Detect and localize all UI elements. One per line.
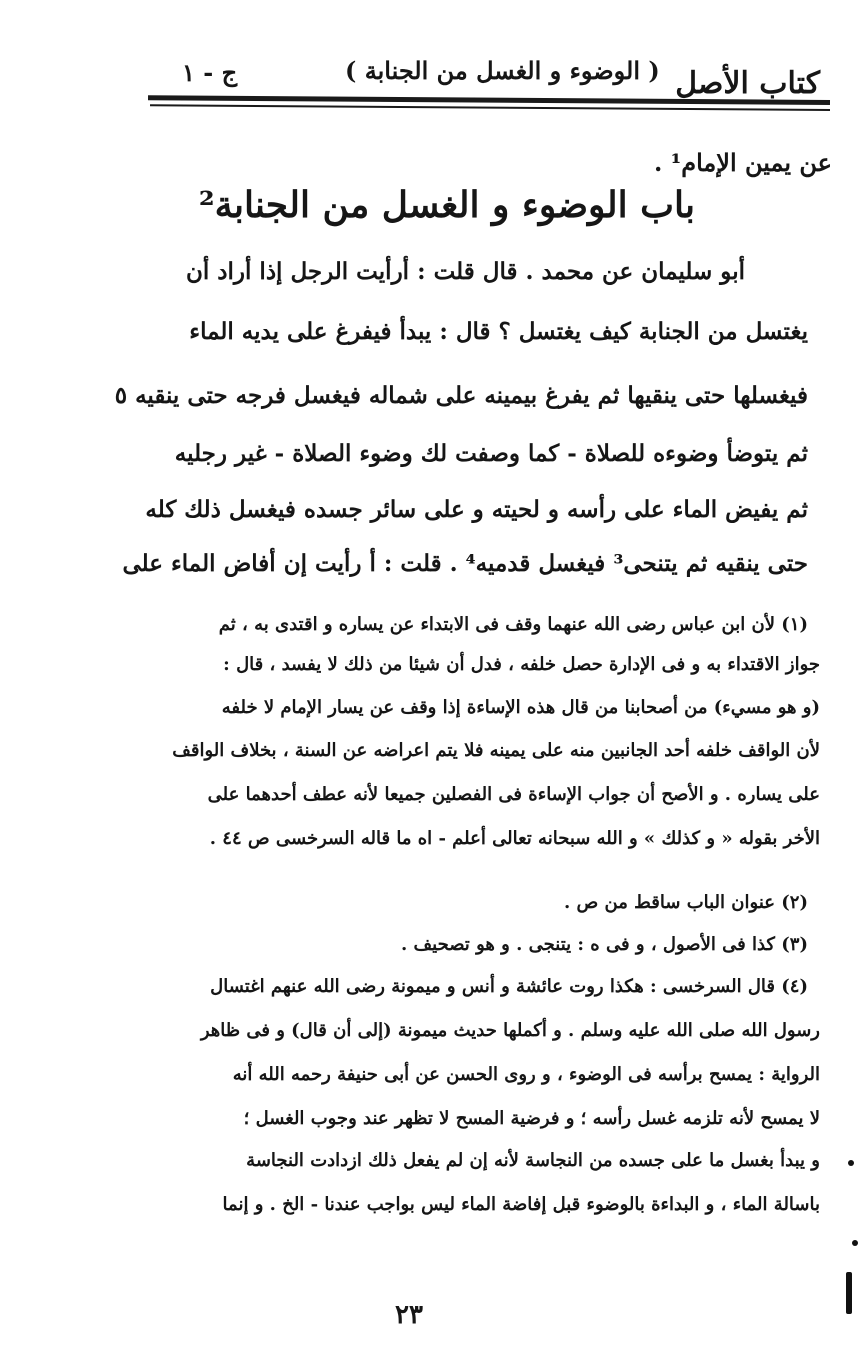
volume-number: ج - ١ bbox=[182, 58, 238, 87]
footnote-line: (و هو مسيء) من أصحابنا من قال هذه الإساءة إذا وقف عن يسار الإمام لا خلفه bbox=[221, 697, 820, 718]
continued-text: عن يمين الإمام¹ . bbox=[654, 148, 832, 177]
footnote-line: جواز الاقتداء به و فى الإدارة حصل خلفه ، فدل أن شيئا من ذلك لا يفسد ، قال : bbox=[223, 654, 820, 675]
body-line: فيغسلها حتى ينقيها ثم يفرغ بيمينه على شماله فيغسل فرجه حتى ينقيه ٥ bbox=[114, 382, 808, 409]
scan-speck bbox=[852, 1240, 858, 1246]
footnote-line: و يبدأ بغسل ما على جسده من النجاسة لأنه إن لم يفعل ذلك ازدادت النجاسة bbox=[246, 1150, 820, 1171]
scan-edge-mark bbox=[846, 1272, 852, 1314]
footnote-line: على يساره . و الأصح أن جواب الإساءة فى الفصلين جميعا لأنه عطف أحدهما على bbox=[207, 784, 820, 805]
footnote-line: (٣) كذا فى الأصول ، و فى ه : يتنجى . و هو تصحيف . bbox=[400, 934, 808, 955]
footnote-line: لأن الواقف خلفه أحد الجانبين منه على يمينه فلا يتم اعراضه عن السنة ، بخلاف الواقف bbox=[172, 740, 820, 761]
footnote-line: لا يمسح لأنه تلزمه غسل رأسه ؛ و فرضية المسح لا تظهر عند وجوب الغسل ؛ bbox=[243, 1108, 820, 1129]
scan-speck bbox=[848, 1160, 854, 1166]
body-line: حتى ينقيه ثم يتنحى³ فيغسل قدميه⁴ . قلت : أ رأيت إن أفاض الماء على bbox=[122, 550, 808, 577]
section-title: باب الوضوء و الغسل من الجنابة² bbox=[198, 184, 695, 226]
footnote-line: (٤) قال السرخسى : هكذا روت عائشة و أنس و ميمونة رضى الله عنهم اغتسال bbox=[210, 976, 808, 997]
footnote-line: باسالة الماء ، و البداءة بالوضوء قبل إفاضة الماء ليس بواجب عندنا - الخ . و إنما bbox=[222, 1194, 820, 1215]
book-title: كتاب الأصل bbox=[675, 66, 820, 101]
footnote-line: الأخر بقوله « و كذلك » و الله سبحانه تعالى أعلم - اه ما قاله السرخسى ص ٤٤ . bbox=[209, 828, 820, 849]
body-line: ثم يتوضأ وضوءه للصلاة - كما وصفت لك وضوء الصلاة - غير رجليه bbox=[174, 440, 808, 467]
footnote-line: (١) لأن ابن عباس رضى الله عنهما وقف فى الابتداء عن يساره و اقتدى به ، ثم bbox=[218, 614, 808, 635]
body-line: يغتسل من الجنابة كيف يغتسل ؟ قال : يبدأ فيفرغ على يديه الماء bbox=[189, 318, 808, 345]
body-line: ثم يفيض الماء على رأسه و لحيته و على سائر جسده فيغسل ذلك كله bbox=[145, 496, 808, 523]
page-number: ٢٣ bbox=[395, 1300, 423, 1330]
footnote-line: رسول الله صلى الله عليه وسلم . و أكملها حديث ميمونة (إلى أن قال) و فى ظاهر bbox=[200, 1020, 820, 1041]
footnote-line: الرواية : يمسح برأسه فى الوضوء ، و روى الحسن عن أبى حنيفة رحمه الله أنه bbox=[232, 1064, 820, 1085]
footnote-line: (٢) عنوان الباب ساقط من ص . bbox=[564, 892, 808, 913]
body-line: أبو سليمان عن محمد . قال قلت : أرأيت الرجل إذا أراد أن bbox=[186, 258, 745, 285]
chapter-title: ( الوضوء و الغسل من الجنابة ) bbox=[345, 56, 660, 85]
